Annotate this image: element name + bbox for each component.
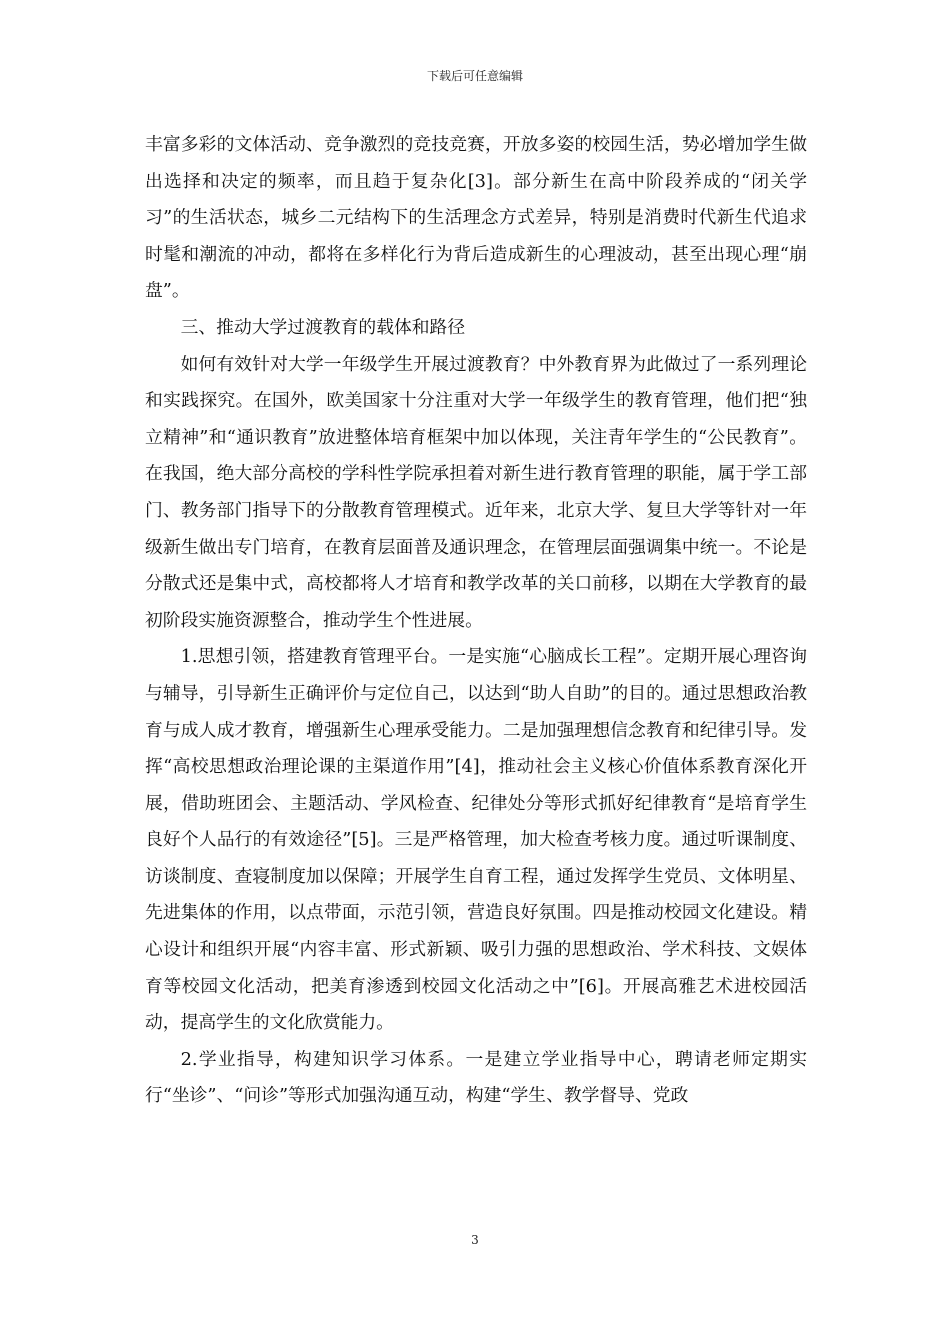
paragraph-item-1: 1.思想引领，搭建教育管理平台。一是实施“心脑成长工程”。定期开展心理咨询与辅导，引导新生正确评价与定位自己，以达到“助人自助”的目的。通过思想政治教育与成人成才教育，增强新生心理承受能力。二是加强理想信念教育和纪律引导。发挥“高校思想政治理论课的主渠道作用”[4]，推动社会主义核心价值体系教育深化开展，借助班团会、主题活动、学风检查、纪律处分等形式抓好纪律教育“是培育学生良好个人品行的有效途径”[5]。三是严格管理，加大检查考核力度。通过听课制度、访谈制度、查寝制度加以保障；开展学生自育工程，通过发挥学生党员、文体明星、先进集体的作用，以点带面，示范引领，营造良好氛围。四是推动校园文化建设。精心设计和组织开展“内容丰富、形式新颖、吸引力强的思想政治、学术科技、文娱体育等校园文化活动，把美育渗透到校园文化活动之中”[6]。开展高雅艺术进校园活动，提高学生的文化欣赏能力。 <box>145 646 807 1034</box>
section-heading: 三、推动大学过渡教育的载体和路径 <box>180 316 466 338</box>
page-header-note: 下载后可任意编辑 <box>426 69 523 83</box>
paragraph-continuation: 丰富多彩的文体活动、竞争激烈的竞技竞赛，开放多姿的校园生活，势必增加学生做出选择和决定的频率，而且趋于复杂化[3]。部分新生在高中阶段养成的“闭关学习”的生活状态，城乡二元结构下的生活理念方式差异，特别是消费时代新生代追求时髦和潮流的冲动，都将在多样化行为背后造成新生的心理波动，甚至出现心理“崩盘”。 <box>145 134 807 302</box>
document-body <box>145 127 807 1115</box>
page-number: 3 <box>471 1233 479 1247</box>
paragraph-intro: 如何有效针对大学一年级学生开展过渡教育？中外教育界为此做过了一系列理论和实践探究。在国外，欧美国家十分注重对大学一年级学生的教育管理，他们把“独立精神”和“通识教育”放进整体培育框架中加以体现，关注青年学生的“公民教育”。在我国，绝大部分高校的学科性学院承担着对新生进行教育管理的职能，属于学工部门、教务部门指导下的分散教育管理模式。近年来，北京大学、复旦大学等针对一年级新生做出专门培育，在教育层面普及通识理念，在管理层面强调集中统一。不论是分散式还是集中式，高校都将人才培育和教学改革的关口前移，以期在大学教育的最初阶段实施资源整合，推动学生个性进展。 <box>145 353 807 631</box>
paragraph-item-2: 2.学业指导，构建知识学习体系。一是建立学业指导中心，聘请老师定期实行“坐诊”、“问诊”等形式加强沟通互动，构建“学生、教学督导、党政 <box>145 1048 807 1107</box>
